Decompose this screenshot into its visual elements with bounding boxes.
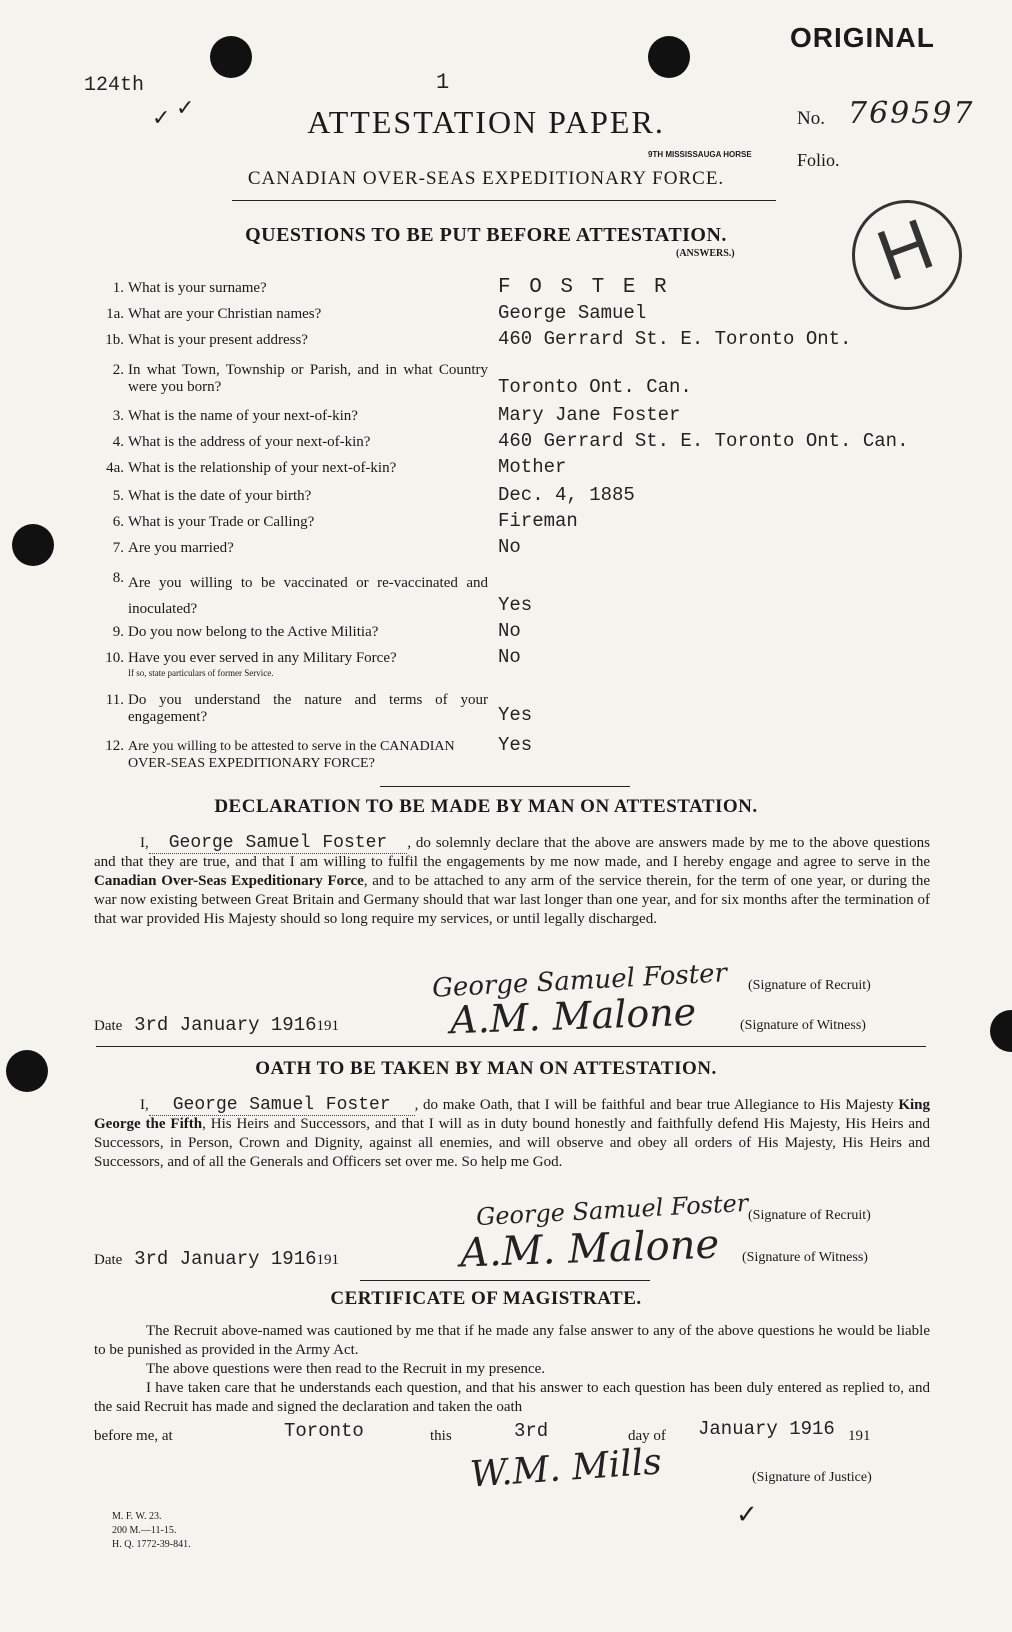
certificate-day: 3rd: [514, 1420, 549, 1442]
oath-witness-signature-label: (Signature of Witness): [742, 1250, 868, 1265]
certificate-month-year: January 1916: [698, 1418, 835, 1440]
recruit-signature-label: (Signature of Recruit): [748, 978, 871, 993]
answer-christian-names: George Samuel: [498, 302, 647, 324]
certificate-title: CERTIFICATE OF MAGISTRATE.: [330, 1288, 642, 1309]
oath-name: George Samuel Foster: [149, 1095, 415, 1116]
folio-label: Folio.: [797, 150, 840, 170]
justice-signature-label: (Signature of Justice): [752, 1470, 872, 1485]
oath-date: 3rd January 1916: [134, 1248, 317, 1270]
answers-label: (ANSWERS.): [676, 248, 735, 259]
answer-next-of-kin-address: 460 Gerrard St. E. Toronto Ont. Can.: [498, 430, 909, 452]
recruit-signature: George Samuel Foster: [431, 958, 728, 1004]
h-stamp-letter: H: [867, 203, 944, 297]
check-mark: ✓: [176, 96, 195, 121]
question-text: Are you willing to be attested to serve in the CANADIAN OVER-SEAS EXPEDITIONARY FORCE?: [128, 739, 455, 771]
declaration-date: 3rd January 1916: [134, 1014, 317, 1036]
answer-militia: No: [498, 620, 521, 642]
page-title: ATTESTATION PAPER.: [307, 104, 665, 140]
punch-hole: [648, 36, 690, 78]
answer-married: No: [498, 536, 521, 558]
questions-title: QUESTIONS TO BE PUT BEFORE ATTESTATION.: [245, 224, 727, 246]
divider: [232, 200, 776, 201]
question-row: 8. Are you willing to be vaccinated or re-vaccinated and inoculated? Yes: [94, 570, 994, 618]
question-text: Have you ever served in any Military Force?: [128, 650, 397, 666]
original-stamp: ORIGINAL: [790, 22, 935, 53]
question-text: What is your present address?: [128, 332, 308, 348]
question-row: 3. What is the name of your next-of-kin? Mary Jane Foster: [112, 404, 681, 426]
answer-understand-terms: Yes: [498, 704, 533, 726]
question-row: 1. What is your surname? F O S T E R: [112, 276, 670, 299]
certificate-place-row: before me, at Toronto this 3rd day of January 1916 191: [94, 1418, 871, 1444]
page-subtitle: CANADIAN OVER-SEAS EXPEDITIONARY FORCE.: [247, 168, 725, 189]
question-text: What is the name of your next-of-kin?: [128, 408, 358, 424]
page-number: 1: [436, 70, 450, 95]
oath-recruit-signature: George Samuel Foster: [475, 1188, 749, 1232]
punch-hole: [12, 524, 54, 566]
question-row: 7. Are you married? No: [112, 536, 521, 558]
answer-military-service: No: [498, 646, 521, 668]
regimental-number: 769597: [848, 96, 975, 131]
declaration-title: DECLARATION TO BE MADE BY MAN ON ATTESTATION.: [214, 796, 758, 817]
check-mark: ✓: [736, 1500, 758, 1530]
answer-trade: Fireman: [498, 510, 578, 532]
question-row: 1a. What are your Christian names? George Samuel: [106, 302, 647, 324]
question-row: 4a. What is the relationship of your next-of-kin? Mother: [106, 456, 567, 478]
justice-signature: W.M. Mills: [468, 1441, 663, 1496]
question-row: 12. Are you willing to be attested to serve in the CANADIAN OVER-SEAS EXPEDITIONARY FORCE? Yes: [105, 734, 533, 771]
certificate-para-2: The above questions were then read to the Recruit in my presence.: [146, 1361, 546, 1377]
witness-signature: A.M. Malone: [449, 989, 697, 1043]
divider: [380, 786, 630, 787]
question-row: 9. Do you now belong to the Active Militia? No: [112, 620, 521, 642]
oath-text: I, George Samuel Foster , do make Oath, that I will be faithful and bear true Allegiance to His Majesty King George the Fifth, His Heirs and Successors, and that I will as in duty bound honestly and faithfully defend His Majesty, His Heirs and Successors, in Person, Crown and Dignity, against all enemies, and will observe and obey all orders of His Majesty, His Heirs and Successors, and of all the Generals and Officers set over me. So help me God.: [94, 1095, 930, 1170]
question-row: 6. What is your Trade or Calling? Fireman: [112, 510, 578, 532]
answer-relationship: Mother: [498, 456, 567, 478]
question-text: What is the address of your next-of-kin?: [128, 434, 371, 450]
answer-birth-date: Dec. 4, 1885: [498, 484, 635, 506]
certificate-para-3: I have taken care that he understands each question, and that his answer to each question has been duly entered as replied to, and the said Recruit has made and signed the declaration and taken the oath: [94, 1380, 930, 1415]
oath-date-row: Date 3rd January 1916191: [94, 1248, 340, 1270]
form-code: M. F. W. 23. 200 M.—11-15. H. Q. 1772-39-841.: [112, 1511, 191, 1550]
question-row: 10. Have you ever served in any Military Force? If so, state particulars of former Service. No: [105, 646, 521, 678]
question-row: 5. What is the date of your birth? Dec. 4, 1885: [112, 484, 635, 506]
answer-willing-to-serve: Yes: [498, 734, 533, 756]
punch-hole: [990, 1010, 1012, 1052]
oath-title: OATH TO BE TAKEN BY MAN ON ATTESTATION.: [255, 1058, 717, 1079]
answer-present-address: 460 Gerrard St. E. Toronto Ont.: [498, 328, 852, 350]
check-mark: ✓: [152, 106, 171, 131]
answer-surname: F O S T E R: [498, 276, 670, 299]
question-text: Do you now belong to the Active Militia?: [128, 624, 379, 640]
question-row: 1b. What is your present address? 460 Gerrard St. E. Toronto Ont.: [105, 328, 852, 350]
question-text: What is the relationship of your next-of-kin?: [128, 460, 397, 476]
divider: [96, 1046, 926, 1047]
battalion-number: 124th: [84, 74, 145, 97]
question-note: If so, state particulars of former Service.: [128, 668, 274, 678]
certificate-place: Toronto: [284, 1420, 364, 1442]
question-text: What is your surname?: [128, 280, 267, 296]
answer-vaccinated: Yes: [498, 594, 533, 616]
oath-recruit-signature-label: (Signature of Recruit): [748, 1208, 871, 1223]
no-label: No.: [797, 108, 825, 129]
question-text: What is the date of your birth?: [128, 488, 312, 504]
question-text: Are you married?: [128, 540, 234, 556]
question-row: 2. In what Town, Township or Parish, and in what Country were you born? Toronto Ont. Can.: [112, 362, 692, 398]
question-text: What is your Trade or Calling?: [128, 514, 315, 530]
question-text: What are your Christian names?: [128, 306, 322, 322]
declaration-text: I, George Samuel Foster , do solemnly declare that the above are answers made by me to the above questions and that they are true, and that I am willing to fulfil the engagements by me now made, and I hereby engage and agree to serve in the Canadian Over-Seas Expeditionary Force, and to be attached to any arm of the service therein, for the term of one year, or during the war now existing between Great Britain and Germany should that war last longer than one year, and for six months after the termination of that war provided His Majesty should so long require my services, or until legally discharged.: [94, 833, 931, 927]
question-text: Are you willing to be vaccinated or re-vaccinated and inoculated?: [128, 575, 488, 617]
oath-witness-signature: A.M. Malone: [459, 1221, 720, 1277]
divider: [360, 1280, 650, 1281]
answer-next-of-kin: Mary Jane Foster: [498, 404, 681, 426]
question-row: 4. What is the address of your next-of-kin? 460 Gerrard St. E. Toronto Ont. Can.: [112, 430, 909, 452]
declaration-date-row: Date 3rd January 1916191: [94, 1014, 340, 1036]
question-row: 11. Do you understand the nature and terms of your engagement? Yes: [105, 692, 533, 726]
question-text: Do you understand the nature and terms of your engagement?: [128, 692, 488, 725]
punch-hole: [210, 36, 252, 78]
answer-birthplace: Toronto Ont. Can.: [498, 376, 692, 398]
question-text: In what Town, Township or Parish, and in what Country were you born?: [128, 362, 488, 395]
declaration-name: George Samuel Foster: [149, 833, 407, 854]
witness-signature-label: (Signature of Witness): [740, 1018, 866, 1033]
certificate-para-1: The Recruit above-named was cautioned by me that if he made any false answer to any of the above questions he would be liable to be punished as provided in the Army Act.: [94, 1323, 930, 1358]
unit-stamp: 9TH MISSISSAUGA HORSE: [648, 150, 752, 159]
